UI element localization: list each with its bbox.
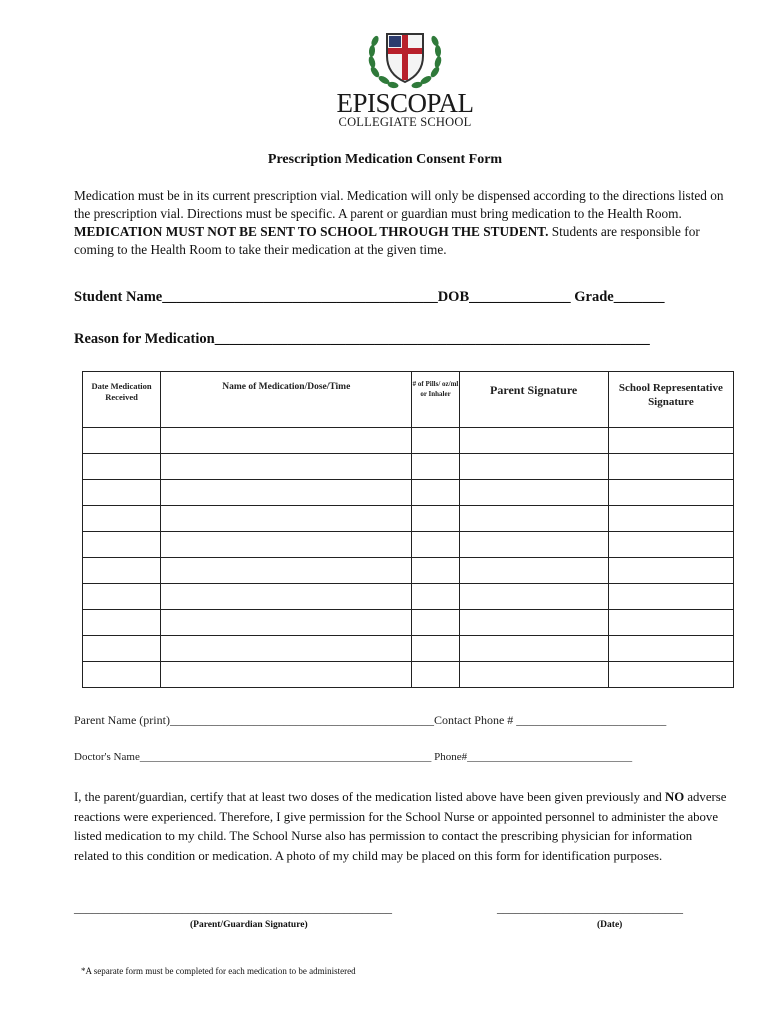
cell[interactable] [459,506,608,532]
school-subtitle: COLLEGIATE SCHOOL [338,115,472,129]
intro-paragraph [74,187,724,259]
cell[interactable] [608,636,733,662]
table-row [83,584,734,610]
intro-text-2: Students are responsible for coming to the Health Room to take their medication at the given time. [74,224,700,257]
cell[interactable] [161,584,412,610]
cell[interactable] [161,558,412,584]
cell[interactable] [608,506,733,532]
cell[interactable] [459,558,608,584]
cell[interactable] [412,454,459,480]
intro-warning: MEDICATION MUST NOT BE SENT TO SCHOOL THROUGH THE STUDENT. [74,224,549,239]
cell[interactable] [161,662,412,688]
cell[interactable] [608,428,733,454]
form-title: Prescription Medication Consent Form [267,152,503,167]
cell[interactable] [459,584,608,610]
header-quantity: # of Pills/ oz/ml or Inhaler [412,372,459,428]
cell[interactable] [412,636,459,662]
cert-text-2: adverse reactions were experienced. Therefore, I give permission for the School Nurse or appointed personnel to administer the above listed medication to my child. The School Nurse also has permission to contact the prescribing physician for information related to this condition or medication. A photo of my child may be placed on this form for identification purposes. [74,790,727,863]
cell[interactable] [608,454,733,480]
school-name: EPISCOPAL [336,88,474,118]
student-info-line: Student Name______________________________________DOB______________ Grade_______ [74,289,665,305]
table-row [83,636,734,662]
cell[interactable] [608,558,733,584]
school-logo [330,30,480,135]
cell[interactable] [83,636,161,662]
cell[interactable] [412,506,459,532]
table-row [83,532,734,558]
certification-paragraph [74,788,730,866]
cell[interactable] [161,532,412,558]
signature-line: _____________________________________________________ [74,901,392,915]
cell[interactable] [412,428,459,454]
cert-emphasis: NO [664,790,685,804]
cell[interactable] [83,506,161,532]
cell[interactable] [459,532,608,558]
signature-label: (Parent/Guardian Signature) [190,920,308,930]
cert-text-1: I, the parent/guardian, certify that at least two doses of the medication listed above have been given previously and [74,790,665,804]
cell[interactable] [412,662,459,688]
cell[interactable] [83,558,161,584]
header-medication: Name of Medication/Dose/Time [161,372,412,428]
cell[interactable] [83,662,161,688]
shield-crest-icon [365,30,445,90]
medication-table [82,371,734,688]
cell[interactable] [161,636,412,662]
cell[interactable] [83,610,161,636]
cell[interactable] [161,610,412,636]
cell[interactable] [459,480,608,506]
cell[interactable] [608,584,733,610]
table-row [83,428,734,454]
cell[interactable] [83,428,161,454]
table-row [83,506,734,532]
header-parent-signature: Parent Signature [459,372,608,428]
header-date-received: Date Medication Received [83,372,161,428]
cell[interactable] [83,454,161,480]
cell[interactable] [608,662,733,688]
footnote: *A separate form must be completed for each medication to be administered [81,966,356,976]
cell[interactable] [412,480,459,506]
cell[interactable] [412,532,459,558]
cell[interactable] [83,584,161,610]
cell[interactable] [161,506,412,532]
header-school-rep-signature: School Representative Signature [608,372,733,428]
date-line: _______________________________ [497,901,683,915]
reason-line: Reason for Medication____________________________________________________________ [74,331,650,347]
table-header-row [83,372,734,428]
doctor-line: Doctor's Name_____________________________________________________ Phone#______________________________ [74,751,633,763]
table-row [83,480,734,506]
cell[interactable] [608,480,733,506]
table-row [83,558,734,584]
cell[interactable] [83,532,161,558]
cell[interactable] [459,636,608,662]
date-label: (Date) [597,920,623,930]
table-row [83,454,734,480]
intro-text-1: Medication must be in its current prescription vial. Medication will only be dispensed according to the directions listed on the prescription vial. Directions must be specific. A parent or guardian must bring medication to the Health Room. [74,188,724,221]
cell[interactable] [412,558,459,584]
cell[interactable] [459,610,608,636]
parent-name-line: Parent Name (print)____________________________________________Contact Phone # _________________________ [74,713,667,727]
cell[interactable] [83,480,161,506]
cell[interactable] [412,610,459,636]
cell[interactable] [608,532,733,558]
cell[interactable] [161,428,412,454]
table-row [83,662,734,688]
cell[interactable] [459,454,608,480]
cell[interactable] [161,480,412,506]
cell[interactable] [412,584,459,610]
table-row [83,610,734,636]
cell[interactable] [161,454,412,480]
cell[interactable] [608,610,733,636]
cell[interactable] [459,428,608,454]
cell[interactable] [459,662,608,688]
